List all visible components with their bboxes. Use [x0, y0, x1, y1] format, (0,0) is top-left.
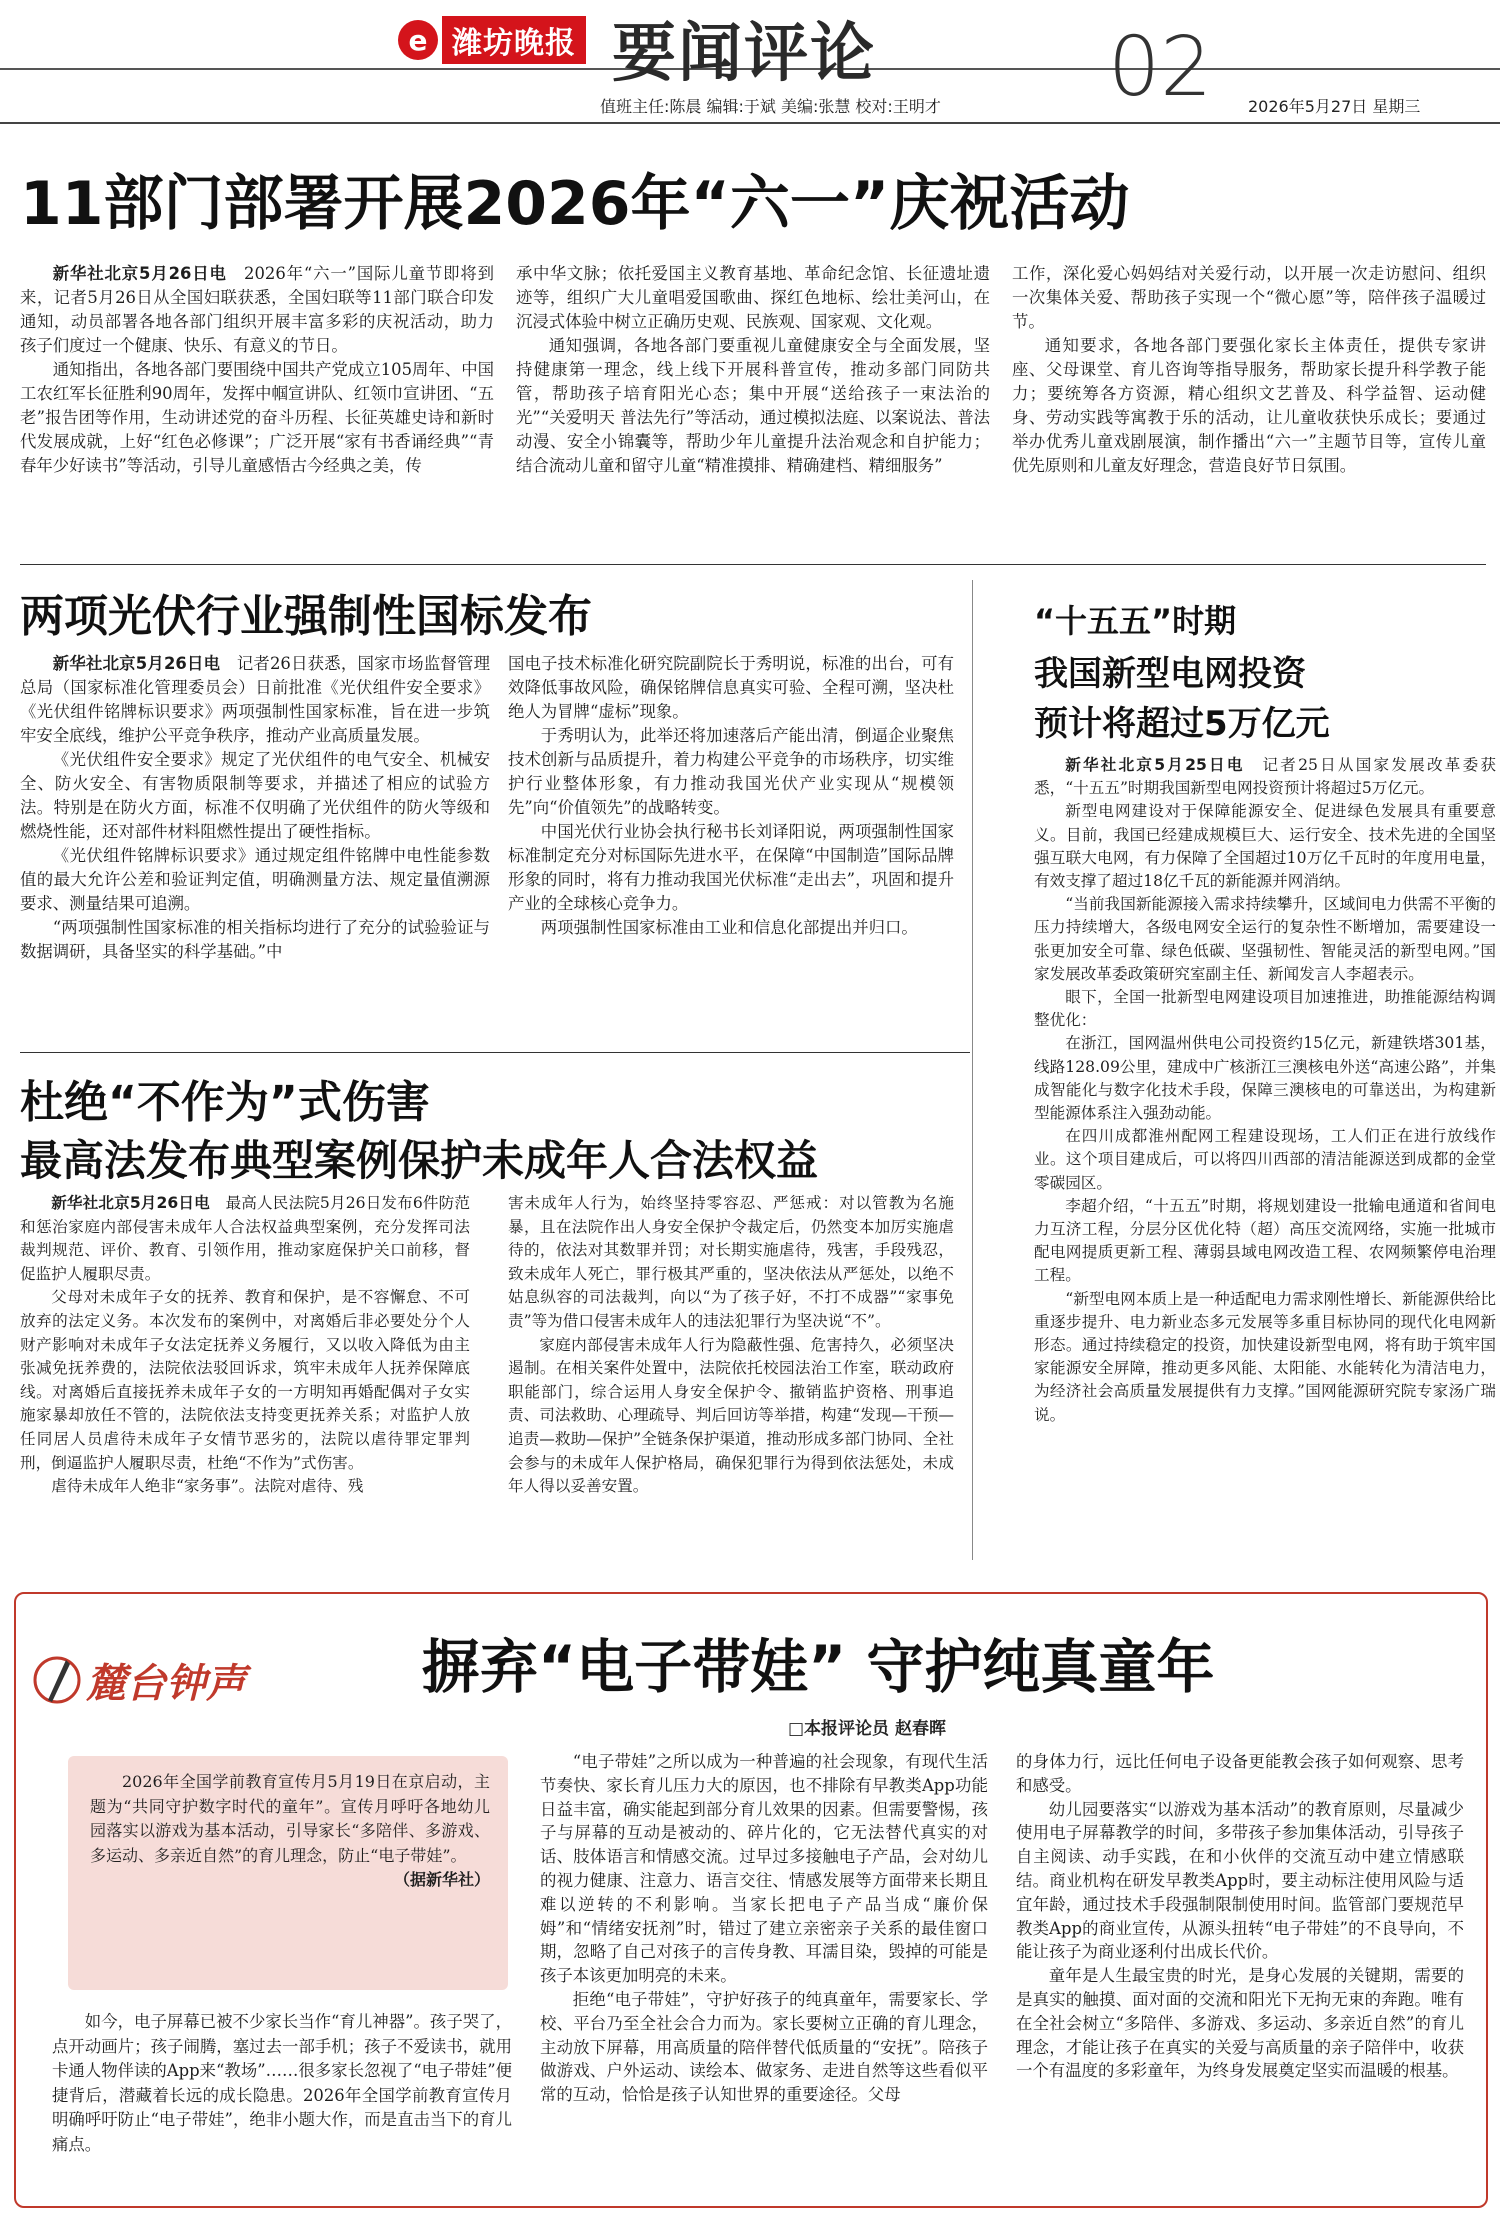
divider: [20, 1052, 970, 1053]
column-brand-name: 麓台钟声: [86, 1659, 246, 1707]
article3-dateline: 新华社北京5月25日电: [1065, 756, 1245, 774]
commentary-column-3: [1016, 1750, 1464, 2083]
article1-paragraph: 通知强调，各地各部门要重视儿童健康安全与全面发展，坚持健康第一理念，线上线下开展科普宣传，推动多部门同防共管，帮助孩子培育阳光心态；集中开展“送给孩子一束法治的光”“关爱明天 普法先行”等活动，通过模拟法庭、以案说法、普法动漫、安全小锦囊等，帮助少年儿童提升法治观念和自护能力；结合流动儿童和留守儿童“精准摸排、精确建档、精细服务”: [516, 336, 990, 475]
article4-dateline: 新华社北京5月26日电: [51, 1194, 210, 1212]
article1-paragraph: 通知指出，各地各部门要围绕中国共产党成立105周年、中国工农红军长征胜利90周年，发挥中帼宣讲队、红领巾宣讲团、“五老”报告团等作用，生动讲述党的奋斗历程、长征英雄史诗和新时代发展成就，上好“红色必修课”；广泛开展“家有书香诵经典”“青春年少好读书”等活动，引导儿童感悟古今经典之美，传: [20, 360, 494, 475]
article4-paragraph: 最高人民法院5月26日发布6件防范和惩治家庭内部侵害未成年人合法权益典型案例，充分发挥司法裁判规范、评价、教育、引领作用，推动家庭保护关口前移，督促监护人履职尽责。: [20, 1194, 470, 1283]
article4-paragraph: 家庭内部侵害未成年人行为隐蔽性强、危害持久，必须坚决遏制。在相关案件处置中，法院依托校园法治工作室，联动政府职能部门，综合运用人身安全保护令、撤销监护资格、刑事追责、司法救助、心理疏导、判后回访等举措，构建“发现—干预—追责—救助—保护”全链条保护渠道，推动形成多部门协同、全社会参与的未成年人保护格局，确保犯罪行为得到依法惩处，未成年人得以妥善安置。: [508, 1335, 954, 1496]
article1-column-1: [20, 262, 494, 478]
article1-paragraph: 通知要求，各地各部门要强化家长主体责任，提供专家讲座、父母课堂、育儿咨询等指导服务，帮助家长提升科学教子能力；要统筹各方资源，精心组织文艺普及、科学益智、运动健身、劳动实践等寓教于乐的活动，让儿童收获快乐成长；要通过举办优秀儿童戏剧展演，制作播出“六一”主题节目等，宣传儿童优先原则和儿童友好理念，营造良好节日氛围。: [1012, 336, 1486, 475]
sidebar-source: （据新华社）: [393, 1870, 490, 1889]
column-divider: [972, 580, 973, 1560]
commentary-column-1: [52, 2010, 512, 2158]
article3-paragraph: 眼下，全国一批新型电网建设项目加速推进，助推能源结构调整优化：: [1034, 988, 1496, 1030]
article2-paragraph: 国电子技术标准化研究院副院长于秀明说，标准的出台，可有效降低事故风险，确保铭牌信息真实可验、全程可溯，坚决杜绝人为冒牌“虚标”现象。: [508, 654, 954, 721]
commentary-paragraph: 幼儿园要落实“以游戏为基本活动”的教育原则，尽量减少使用电子屏幕教学的时间，多带孩子参加集体活动，引导孩子自主阅读、动手实践，在和小伙伴的交流互动中建立情感联结。商业机构在研发早教类App时，要主动标注使用风险与适宜年龄，通过技术手段强制限制使用时间。监管部门要规范早教类App的商业宣传，从源头扭转“电子带娃”的不良导向，不能让孩子为商业逐利付出成长代价。: [1016, 1799, 1464, 1962]
commentary-paragraph: 的身体力行，远比任何电子设备更能教会孩子如何观察、思考和感受。: [1016, 1752, 1464, 1795]
article2-paragraph: 《光伏组件铭牌标识要求》通过规定组件铭牌中电性能参数值的最大允许公差和验证判定值，明确测量方法、规定量值溯源要求、测量结果可追溯。: [20, 846, 490, 913]
article1-column-3: [1012, 262, 1486, 478]
article2-column-2: [508, 652, 954, 940]
article2-paragraph: 中国光伏行业协会执行秘书长刘译阳说，两项强制性国家标准制定充分对标国际先进水平，在保障“中国制造”国际品牌形象的同时，将有力推动我国光伏标准“走出去”，巩固和提升产业的全球核心竞争力。: [508, 822, 954, 913]
article2-headline: 两项光伏行业强制性国标发布: [20, 591, 592, 642]
issue-date: 2026年5月27日 星期三: [1248, 97, 1421, 116]
article2-paragraph: 两项强制性国家标准由工业和信息化部提出并归口。: [540, 918, 918, 937]
article4-headline-line2: 最高法发布典型案例保护未成年人合法权益: [20, 1136, 819, 1185]
pen-nib-icon: [30, 1650, 84, 1710]
article4-paragraph: 虐待未成年人绝非“家务事”。法院对虐待、残: [51, 1477, 364, 1496]
article3-paragraph: “新型电网本质上是一种适配电力需求刚性增长、新能源供给比重逐步提升、电力新业态多元发展等多重目标协同的现代化电网新形态。通过持续稳定的投资，加快建设新型电网，将有助于筑牢国家能源安全屏障，推动更多风能、太阳能、水能转化为清洁电力，为经济社会高质量发展提供有力支撑。”国网能源研究院专家汤广瑞说。: [1034, 1289, 1496, 1424]
logo-mark-icon: e: [398, 20, 438, 60]
section-title: 要闻评论: [612, 17, 876, 91]
article2-dateline: 新华社北京5月26日电: [52, 654, 221, 673]
article4-headline-line1: 杜绝“不作为”式伤害: [20, 1077, 430, 1128]
article1-column-2: [516, 262, 990, 478]
article3-paragraph: 在浙江，国网温州供电公司投资约15亿元，新建铁塔301基，线路128.09公里，建成中广核浙江三澳核电外送“高速公路”，并集成智能化与数字化技术手段，保障三澳核电的可靠送出，为构建新型能源体系注入强劲动能。: [1034, 1034, 1496, 1123]
commentary-paragraph: “电子带娃”之所以成为一种普遍的社会现象，有现代生活节奏快、家长育儿压力大的原因，也不排除有早教类App功能日益丰富，确实能起到部分育儿效果的因素。但需要警惕，孩子与屏幕的互动是被动的、碎片化的，它无法替代真实的对话、肢体语言和情感交流。过早过多接触电子产品，会对幼儿的视力健康、注意力、语言交往、情感发展等方面带来长期且难以逆转的不利影响。当家长把电子产品当成“廉价保姆”和“情绪安抚剂”时，错过了建立亲密亲子关系的最佳窗口期，忽略了自己对孩子的言传身教、耳濡目染，毁掉的可能是孩子本该更加明亮的未来。: [540, 1752, 988, 1986]
commentary-paragraph: 如今，电子屏幕已被不少家长当作“育儿神器”。孩子哭了，点开动画片；孩子闹腾，塞过去一部手机；孩子不爱读书，就用卡通人物伴读的App来“教场”……很多家长忽视了“电子带娃”便捷背后，潜藏着长远的成长隐患。2026年全国学前教育宣传月明确呼吁防止“电子带娃”，绝非小题大作，而是直击当下的育儿痛点。: [52, 2012, 512, 2154]
page-number: 02: [1108, 20, 1213, 115]
sidebar-paragraph: 2026年全国学前教育宣传月5月19日在京启动，主题为“共同守护数字时代的童年”。宣传月呼吁各地幼儿园落实以游戏为基本活动，引导家长“多陪伴、多游戏、多运动、多亲近自然”的育儿理念，防止“电子带娃”。: [90, 1772, 490, 1865]
article1-dateline: 新华社北京5月26日电: [52, 264, 227, 283]
article1-paragraph: 承中华文脉；依托爱国主义教育基地、革命纪念馆、长征遗址遗迹等，组织广大儿童唱爱国歌曲、探红色地标、绘壮美河山，在沉浸式体验中树立正确历史观、民族观、国家观、文化观。: [516, 264, 990, 331]
commentary-paragraph: 童年是人生最宝贵的时光，是身心发展的关键期，需要的是真实的触摸、面对面的交流和阳光下无拘无束的奔跑。唯有在全社会树立“多陪伴、多游戏、多运动、多亲近自然”的育儿理念，才能让孩子在真实的关爱与高质量的亲子陪伴中，收获一个有温度的多彩童年，为终身发展奠定坚实而温暖的根基。: [1016, 1966, 1464, 2081]
article2-paragraph: 于秀明认为，此举还将加速落后产能出清，倒逼企业聚焦技术创新与品质提升，着力构建公平竞争的市场秩序，切实维护行业整体形象，有力推动我国光伏产业实现从“规模领先”向“价值领先”的战略转变。: [508, 726, 954, 817]
commentary-headline: 摒弃“电子带娃” 守护纯真童年: [422, 1633, 1215, 1701]
article3-paragraph: 新型电网建设对于保障能源安全、促进绿色发展具有重要意义。目前，我国已经建成规模巨大、运行安全、技术先进的全国坚强互联大电网，有力保障了全国超过10万亿千瓦时的年度用电量，有效支撑了超过18亿千瓦的新能源并网消纳。: [1034, 802, 1496, 891]
article4-paragraph: 害未成年人行为，始终坚持零容忍、严惩戒：对以管教为名施暴，且在法院作出人身安全保护令裁定后，仍然变本加厉实施虐待的，依法对其数罪并罚；对长期实施虐待，残害，手段残忍，致未成年人死亡，罪行极其严重的，坚决依法从严惩处，以绝不姑息纵容的司法裁判，向以“为了孩子好，不打不成器”“家事免责”等为借口侵害未成年人的违法犯罪行为坚决说“不”。: [508, 1194, 954, 1330]
article1-paragraph: 工作，深化爱心妈妈结对关爱行动，以开展一次走访慰问、组织一次集体关爱、帮助孩子实现一个“微心愿”等，陪伴孩子温暖过节。: [1012, 264, 1486, 331]
commentary-paragraph: 拒绝“电子带娃”，守护好孩子的纯真童年，需要家长、学校、平台乃至全社会合力而为。家长要树立正确的育儿理念，主动放下屏幕，用高质量的陪伴替代低质量的“安抚”。陪孩子做游戏、户外运动、读绘本、做家务、走进自然等这些看似平常的互动，恰恰是孩子认知世界的重要途径。父母: [540, 1989, 988, 2105]
article3-paragraph: “当前我国新能源接入需求持续攀升，区域间电力供需不平衡的压力持续增大，各级电网安全运行的复杂性不断增加，需要建设一张更加安全可靠、绿色低碳、坚强韧性、智能灵活的新型电网。”国家发展改革委政策研究室副主任、新闻发言人李超表示。: [1034, 895, 1496, 983]
article3-headline-line2: 我国新型电网投资: [1034, 654, 1306, 694]
newspaper-name: 潍坊晚报: [442, 16, 586, 64]
commentary-byline: □本报评论员 赵春晖: [788, 1719, 946, 1739]
article4-column-1: [20, 1192, 470, 1499]
commentary-column-2: [540, 1750, 988, 2107]
newspaper-logo: [398, 12, 586, 68]
article4-paragraph: 父母对未成年子女的抚养、教育和保护，是不容懈怠、不可放弃的法定义务。本次发布的案例中，对离婚后非必要处分个人财产影响对未成年子女法定抚养义务履行，又以收入降低为由主张减免抚养费的，法院依法驳回诉求，筑牢未成年人抚养保障底线。对离婚后直接抚养未成年子女的一方明知再婚配偶对子女实施家暴却放任不管的，法院依法支持变更抚养关系；对监护人放任同居人员虐待未成年子女情节恶劣的，法院以虐待罪定罪判刑，倒逼监护人履职尽责，杜绝“不作为”式伤害。: [20, 1288, 470, 1472]
article3-paragraph: 在四川成都淮州配网工程建设现场，工人们正在进行放线作业。这个项目建成后，可以将四川西部的清洁能源送到成都的金堂零碳园区。: [1034, 1127, 1496, 1192]
sidebar-note-text: [90, 1770, 490, 1893]
article3-headline-line1: “十五五”时期: [1034, 602, 1237, 640]
article3-paragraph: 记者25日从国家发展改革委获悉，“十五五”时期我国新型电网投资预计将超过5万亿元。: [1034, 756, 1496, 798]
article2-paragraph: “两项强制性国家标准的相关指标均进行了充分的试验验证与数据调研，具备坚实的科学基础。”中: [20, 918, 490, 961]
article3-body: [1034, 754, 1496, 1427]
article2-paragraph: 记者26日获悉，国家市场监督管理总局（国家标准化管理委员会）日前批准《光伏组件安全要求》《光伏组件铭牌标识要求》两项强制性国家标准，旨在进一步筑牢安全底线，维护公平竞争秩序，推动产业高质量发展。: [20, 654, 491, 745]
article2-column-1: [20, 652, 490, 964]
article4-column-2: [508, 1192, 954, 1499]
masthead-bottom-rule: [0, 122, 1500, 124]
staff-credits: 值班主任:陈晨 编辑:于斌 美编:张慧 校对:王明才: [600, 97, 941, 116]
article3-headline-line3: 预计将超过5万亿元: [1034, 704, 1330, 744]
article2-paragraph: 《光伏组件安全要求》规定了光伏组件的电气安全、机械安全、防火安全、有害物质限制等要求，并描述了相应的试验方法。特别是在防火方面，标准不仅明确了光伏组件的防火等级和燃烧性能，还对部件材料阻燃性提出了硬性指标。: [20, 750, 490, 841]
column-brand: [30, 1650, 246, 1710]
article1-paragraph: 2026年“六一”国际儿童节即将到来，记者5月26日从全国妇联获悉，全国妇联等11部门联合印发通知，动员部署各地各部门组织开展丰富多彩的庆祝活动，助力孩子们度过一个健康、快乐、有意义的节日。: [20, 264, 495, 355]
divider: [20, 564, 1486, 565]
article1-headline: 11部门部署开展2026年“六一”庆祝活动: [20, 169, 1130, 239]
article3-paragraph: 李超介绍，“十五五”时期，将规划建设一批输电通道和省间电力互济工程，分层分区优化特（超）高压交流网络，实施一批城市配电网提质更新工程、薄弱县域电网改造工程、农网频繁停电治理工程。: [1034, 1196, 1496, 1285]
